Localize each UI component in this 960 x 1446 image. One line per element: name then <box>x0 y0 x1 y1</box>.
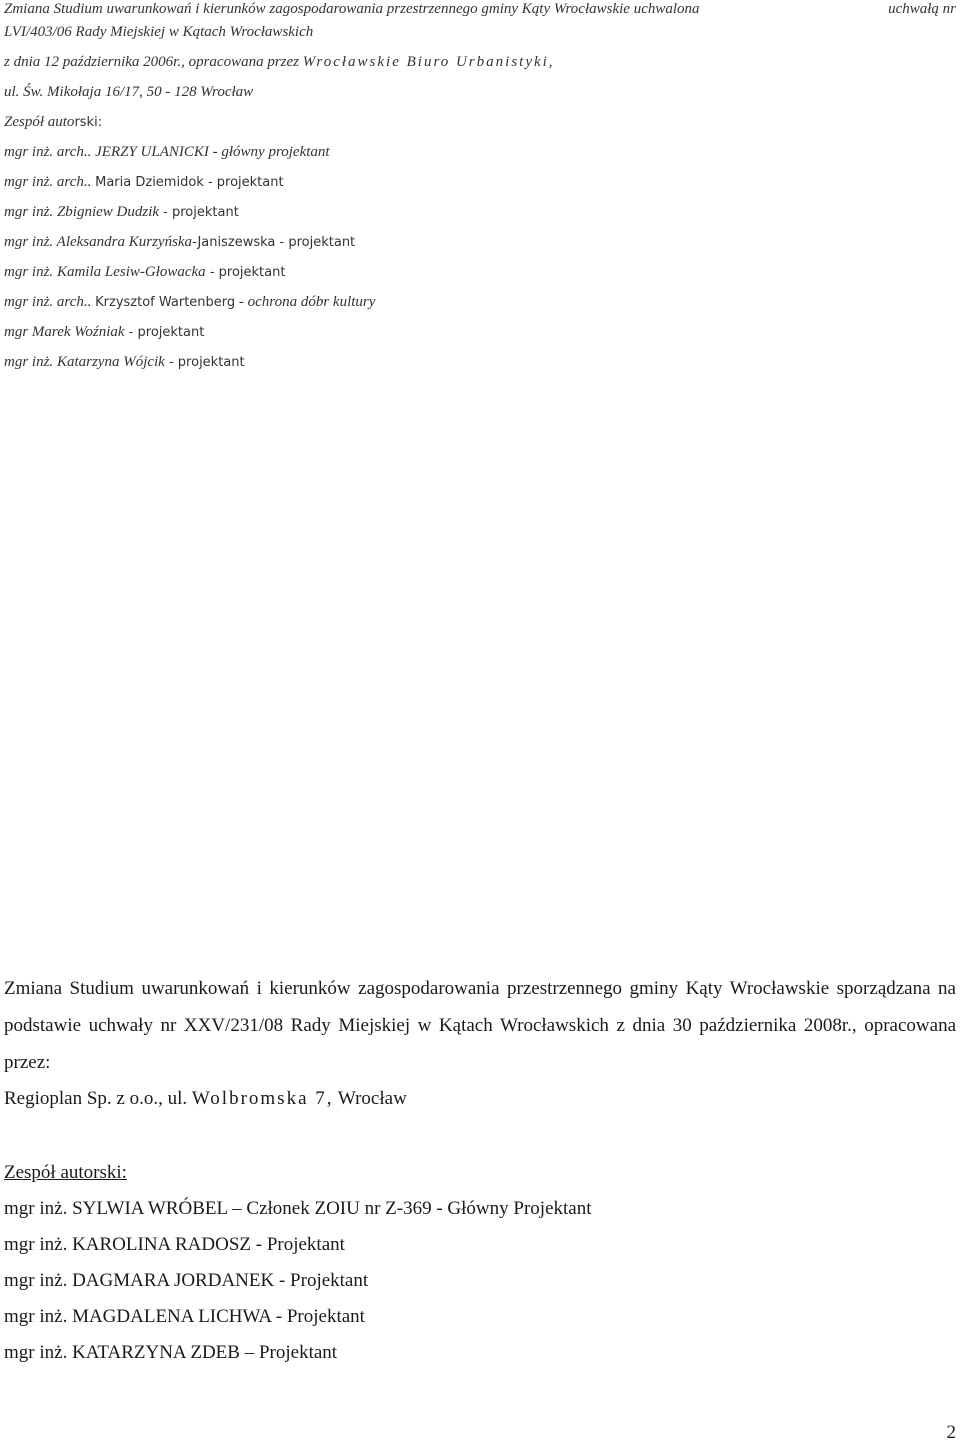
team-member: mgr inż. DAGMARA JORDANEK - Projektant <box>4 1270 369 1291</box>
team-heading: Zespół autorski: <box>4 114 103 130</box>
company-street: Wolbromska 7, <box>191 1088 334 1109</box>
team-member: mgr Marek Woźniak - projektant <box>4 324 205 340</box>
bureau-name: Wrocławskie Biuro Urbanistyki, <box>302 54 555 70</box>
study-paragraph: Zmiana Studium uwarunkowań i kierunków zagospodarowania przestrzennego gminy Kąty Wrocławskie sporządzana na podstawie uchwały nr XXV/231/08 Rady Miejskiej w Kątach Wrocławskich z dnia 30 października 2008r., opracowana przez: <box>4 978 956 1073</box>
team-member: mgr inż. SYLWIA WRÓBEL – Członek ZOIU nr Z-369 - Główny Projektant <box>4 1198 592 1219</box>
team-member: mgr inż. MAGDALENA LICHWA - Projektant <box>4 1306 365 1327</box>
team-member: mgr inż. Aleksandra Kurzyńska-Janiszewska - projektant <box>4 234 356 250</box>
team-member: mgr inż. KATARZYNA ZDEB – Projektant <box>4 1342 338 1363</box>
team-member: mgr inż. arch.. JERZY ULANICKI - główny projektant <box>4 144 330 160</box>
section-2008-study <box>4 970 956 1371</box>
team-member: mgr inż. Zbigniew Dudzik - projektant <box>4 204 239 220</box>
team-member: mgr inż. arch.. Krzysztof Wartenberg - ochrona dóbr kultury <box>4 294 376 310</box>
intro-line-3: z dnia 12 października 2006r., opracowana przez Wrocławskie Biuro Urbanistyki, <box>4 54 555 70</box>
bureau-address: ul. Św. Mikołaja 16/17, 50 - 128 Wrocław <box>4 84 254 100</box>
team-member: mgr inż. Kamila Lesiw-Głowacka - projektant <box>4 264 286 280</box>
page-number: 2 <box>946 1422 956 1443</box>
intro-line-2: LVI/403/06 Rady Miejskiej w Kątach Wrocławskich <box>4 24 314 40</box>
team-member: mgr inż. arch.. Maria Dziemidok - projektant <box>4 174 284 190</box>
section-2006-study <box>4 0 956 383</box>
intro-text: Zmiana Studium uwarunkowań i kierunków zagospodarowania przestrzennego gminy Kąty Wrocławskie uchwalona <box>4 1 700 17</box>
intro-line-1 <box>4 0 956 23</box>
team-member: mgr inż. Katarzyna Wójcik - projektant <box>4 354 245 370</box>
team-heading: Zespół autorski: <box>4 1162 127 1183</box>
intro-text-right: uchwałą nr <box>888 1 956 17</box>
company-line: Regioplan Sp. z o.o., ul. Wolbromska 7, Wrocław <box>4 1088 407 1109</box>
team-member: mgr inż. KAROLINA RADOSZ - Projektant <box>4 1234 345 1255</box>
